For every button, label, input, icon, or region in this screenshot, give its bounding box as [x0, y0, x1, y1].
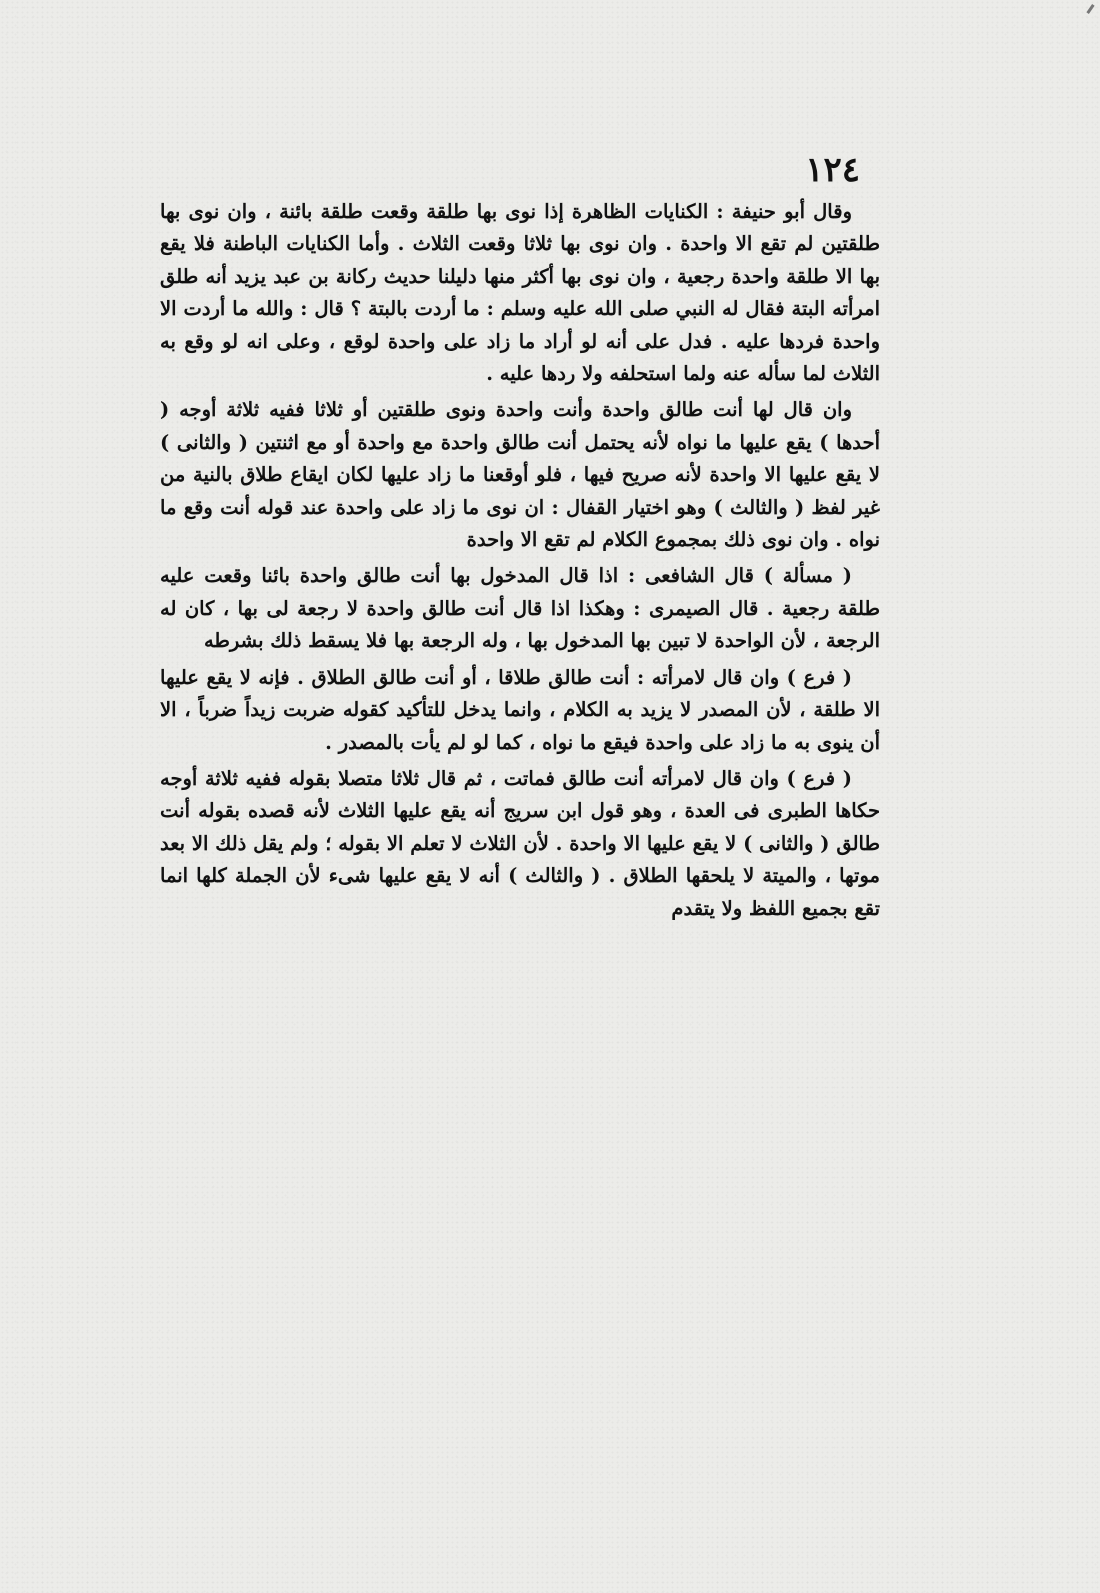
paragraph-4: ( فرع ) وان قال لامرأته : أنت طالق طلاقا ، أو أنت طالق الطلاق . فإنه لا يقع عليها الا طلقة ، لأن المصدر لا يزيد به الكلام ، وانما يدخل للتأكيد كقوله ضربت زيداً ضرباً ، الا أن ينوى به ما زاد على واحدة فيقع ما نواه ، كما لو لم يأت بالمصدر . [160, 665, 880, 754]
page-number: ١٢٤ [805, 150, 860, 190]
paragraph-2: وان قال لها أنت طالق واحدة وأنت واحدة ونوى طلقتين أو ثلاثا ففيه ثلاثة أوجه ( أحدها ) يقع عليها ما نواه لأنه يحتمل أنت طالق واحدة مع واحدة أو مع اثنتين ( والثانى ) لا يقع عليها الا واحدة لأنه صريح فيها ، فلو أوقعنا ما زاد عليها لكان ايقاع طلاق بالنية من غير لفظ ( والثالث ) وهو اختيار القفال : ان نوى ما زاد على واحدة عند قوله أنت وقع ما نواه . وان نوى ذلك بمجموع الكلام لم تقع الا واحدة [160, 398, 880, 552]
paragraph-3: ( مسألة ) قال الشافعى : اذا قال المدخول بها أنت طالق واحدة بائنا وقعت عليه طلقة رجعية . قال الصيمرى : وهكذا اذا قال أنت طالق واحدة لا رجعة لى بها ، كان له الرجعة ، لأن الواحدة لا تبين بها المدخول بها ، وله الرجعة بها فلا يسقط ذلك بشرطه [160, 564, 880, 653]
scan-mark [1086, 4, 1094, 14]
paragraph-1: وقال أبو حنيفة : الكنايات الظاهرة إذا نوى بها طلقة وقعت طلقة بائنة ، وان نوى بها طلقتين لم تقع الا واحدة . وان نوى بها ثلاثا وقعت الثلاث . وأما الكنايات الباطنة فلا يقع بها الا طلقة واحدة رجعية ، وان نوى بها أكثر منها دليلنا حديث ركانة بن عبد يزيد أنه طلق امرأته البتة فقال له النبي صلى الله عليه وسلم : ما أردت بالبتة ؟ قال : والله ما أردت الا واحدة فردها عليه . فدل على أنه لو أراد ما زاد على واحدة لوقع ، وعلى انه لو وقع به الثلاث لما سأله عنه ولما استحلفه ولا ردها عليه . [160, 200, 880, 386]
paragraph-5: ( فرع ) وان قال لامرأته أنت طالق فماتت ، ثم قال ثلاثا متصلا بقوله ففيه ثلاثة أوجه حكاها الطبرى فى العدة ، وهو قول ابن سريج أنه يقع عليها الثلاث لأنه قصده بقوله أنت طالق ( والثانى ) لا يقع عليها الا واحدة . لأن الثلاث لا تعلم الا بقوله ؛ ولم يقل ذلك الا بعد موتها ، والميتة لا يلحقها الطلاق . ( والثالث ) أنه لا يقع عليها شىء لأن الجملة كلها انما تقع بجميع اللفظ ولا يتقدم [160, 766, 880, 920]
body-text [160, 196, 880, 929]
